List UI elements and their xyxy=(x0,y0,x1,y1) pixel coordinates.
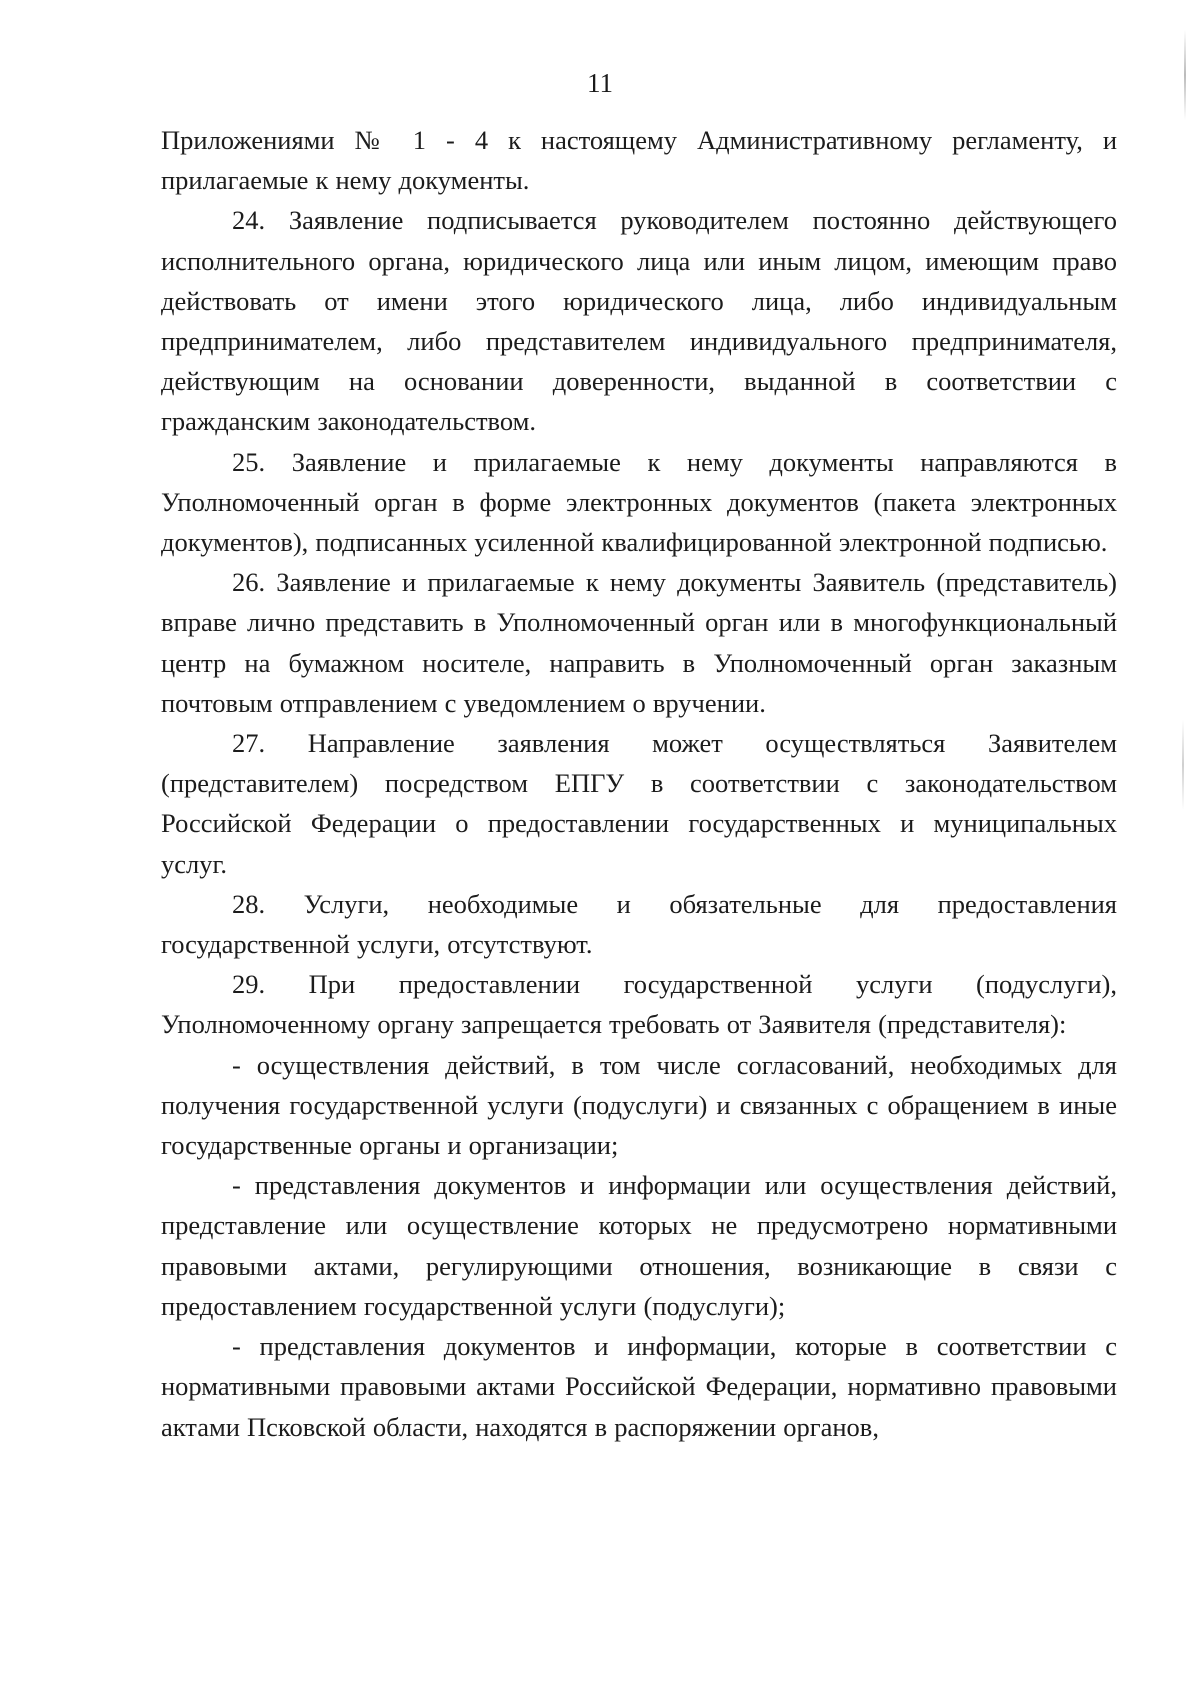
scan-edge-mark xyxy=(1182,720,1184,810)
paragraph: 25. Заявление и прилагаемые к нему документы направляются в Уполномоченный орган в форме электронных документов (пакета электронных документов), подписанных усиленной квалифицированной электронной подписью. xyxy=(161,446,1117,558)
paragraph: 26. Заявление и прилагаемые к нему документы Заявитель (представитель) вправе лично представить в Уполномоченный орган или в многофункциональный центр на бумажном носителе, направить в Уполномоченный орган заказным почтовым отправлением с уведомлением о вручении. xyxy=(161,567,1117,718)
list-item: - осуществления действий, в том числе согласований, необходимых для получения государственной услуги (подуслуги) и связанных с обращением в иные государственные органы и организации; xyxy=(161,1049,1117,1161)
paragraph: 29. При предоставлении государственной услуги (подуслуги), Уполномоченному органу запрещается требовать от Заявителя (представителя): xyxy=(161,969,1117,1040)
document-body xyxy=(161,120,1117,1447)
page-number: 11 xyxy=(587,68,613,98)
list-item: - представления документов и информации, которые в соответствии с нормативными правовыми актами Российской Федерации, нормативно правовыми актами Псковской области, находятся в распоряжении органов, xyxy=(161,1331,1117,1442)
paragraph: Приложениями № 1 - 4 к настоящему Административному регламенту, и прилагаемые к нему документы. xyxy=(161,125,1117,196)
paragraph: 27. Направление заявления может осуществляться Заявителем (представителем) посредством ЕПГУ в соответствии с законодательством Российской Федерации о предоставлении государственных и муниципальных услуг. xyxy=(161,728,1117,879)
paragraph: 28. Услуги, необходимые и обязательные для предоставления государственной услуги, отсутствуют. xyxy=(161,888,1117,960)
list-item: - представления документов и информации или осуществления действий, представление или осуществление которых не предусмотрено нормативными правовыми актами, регулирующими отношения, возникающие в связи с предоставлением государственной услуги (подуслуги); xyxy=(161,1170,1117,1321)
paragraph: 24. Заявление подписывается руководителем постоянно действующего исполнительного органа, юридического лица или иным лицом, имеющим право действовать от имени этого юридического лица, либо индивидуальным предпринимателем, либо представителем индивидуального предпринимателя, действующим на основании доверенности, выданной в соответствии с гражданским законодательством. xyxy=(161,205,1117,437)
